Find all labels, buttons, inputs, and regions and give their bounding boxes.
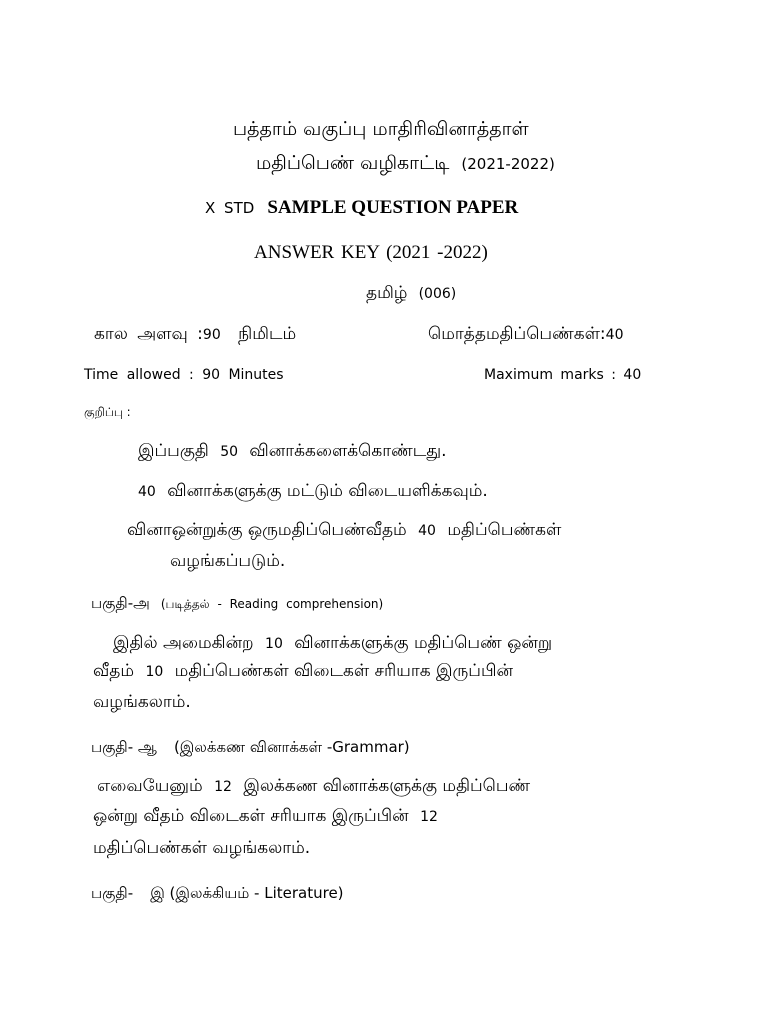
title-line-1 xyxy=(233,118,529,141)
section-a-body-2 xyxy=(93,661,513,681)
section-b-body-3-text: மதிப்பெண்கள் வழங்கலாம். xyxy=(93,838,311,858)
section-a-body-3-text: வழங்கலாம். xyxy=(93,692,191,712)
note-item-3-num: 40 xyxy=(418,523,436,539)
note-item-2 xyxy=(138,481,488,501)
note-item-3-b: மதிப்பெண்கள் xyxy=(447,520,562,540)
marks-tamil-value: 40 xyxy=(605,327,624,343)
std-prefix: X STD xyxy=(205,199,255,217)
section-b-body-2 xyxy=(93,806,438,826)
section-a-body-2-b: மதிப்பெண்கள் விடைகள் சரியாக இருப்பின் xyxy=(174,661,513,681)
note-item-2-b: வினாக்களுக்கு மட்டும் விடையளிக்கவும். xyxy=(167,481,488,501)
time-tamil xyxy=(94,324,296,344)
section-a-heading-paren: (படித்தல் - Reading comprehension) xyxy=(160,597,384,611)
section-a-heading xyxy=(91,593,383,612)
section-b-body-2-a: ஒன்று வீதம் விடைகள் சரியாக இருப்பின் xyxy=(93,806,409,826)
title-line-2-text: மதிப்பெண் வழிகாட்டி xyxy=(256,152,450,174)
max-marks xyxy=(484,367,641,384)
subject xyxy=(366,283,456,303)
note-item-1 xyxy=(138,441,446,461)
marks-tamil xyxy=(428,324,623,344)
section-c-heading-paren: இ (இலக்கியம் - Literature) xyxy=(150,884,344,902)
note-label-text: குறிப்பு : xyxy=(84,405,131,419)
section-b-heading-tamil: பகுதி- ஆ xyxy=(91,738,157,756)
max-marks-text: Maximum marks : 40 xyxy=(484,367,642,383)
note-item-1-num: 50 xyxy=(220,444,239,460)
section-a-body-2-a: வீதம் xyxy=(93,661,135,681)
note-item-1-a: இப்பகுதி xyxy=(138,441,209,461)
title-year: (2021-2022) xyxy=(461,155,555,173)
note-item-3-cont xyxy=(170,551,285,571)
subject-name: தமிழ் xyxy=(366,283,408,303)
note-item-3 xyxy=(127,520,561,540)
time-allowed xyxy=(84,367,284,384)
time-tamil-value: 90 xyxy=(202,327,221,343)
section-a-body-2-num: 10 xyxy=(145,664,164,680)
section-b-heading xyxy=(91,737,410,756)
section-c-heading xyxy=(91,883,344,902)
marks-tamil-label: மொத்தமதிப்பெண்கள்: xyxy=(428,324,606,344)
time-tamil-unit: நிமிடம் xyxy=(238,324,297,344)
note-item-2-num: 40 xyxy=(138,484,156,500)
title-line-1-text: பத்தாம் வகுப்பு மாதிரிவினாத்தாள் xyxy=(233,118,529,140)
title-line-2 xyxy=(256,152,555,175)
note-item-3-a: வினாஒன்றுக்கு ஒருமதிப்பெண்வீதம் xyxy=(127,520,407,540)
section-b-body-1 xyxy=(97,776,530,796)
section-b-body-1-a: எவையேனும் xyxy=(97,776,203,796)
section-b-body-1-num: 12 xyxy=(214,779,232,795)
answer-key-text: ANSWER KEY (2021 -2022) xyxy=(254,242,488,263)
section-b-body-1-b: இலக்கண வினாக்களுக்கு மதிப்பெண் xyxy=(243,776,531,796)
note-item-1-b: வினாக்களைக்கொண்டது. xyxy=(249,441,447,461)
time-allowed-text: Time allowed : 90 Minutes xyxy=(84,367,284,383)
section-c-heading-tamil: பகுதி- xyxy=(91,884,134,902)
std-title xyxy=(205,197,518,220)
time-tamil-label: கால அளவு : xyxy=(94,324,203,344)
section-b-body-2-num: 12 xyxy=(420,809,438,825)
section-a-body-3 xyxy=(93,692,191,712)
answer-key xyxy=(254,242,488,265)
std-title-text: SAMPLE QUESTION PAPER xyxy=(267,197,519,218)
section-b-heading-paren: (இலக்கண வினாக்கள் -Grammar) xyxy=(173,738,410,756)
section-a-body-1-a: இதில் அமைகின்ற xyxy=(113,633,254,653)
section-a-body-1-num: 10 xyxy=(265,636,283,652)
section-a-heading-tamil: பகுதி-அ xyxy=(91,594,150,612)
section-a-body-1 xyxy=(113,633,552,653)
section-a-body-1-b: வினாக்களுக்கு மதிப்பெண் ஒன்று xyxy=(294,633,553,653)
section-b-body-3 xyxy=(93,838,310,858)
note-item-3-c: வழங்கப்படும். xyxy=(170,551,286,571)
note-label xyxy=(84,405,131,419)
subject-code: (006) xyxy=(418,286,457,302)
